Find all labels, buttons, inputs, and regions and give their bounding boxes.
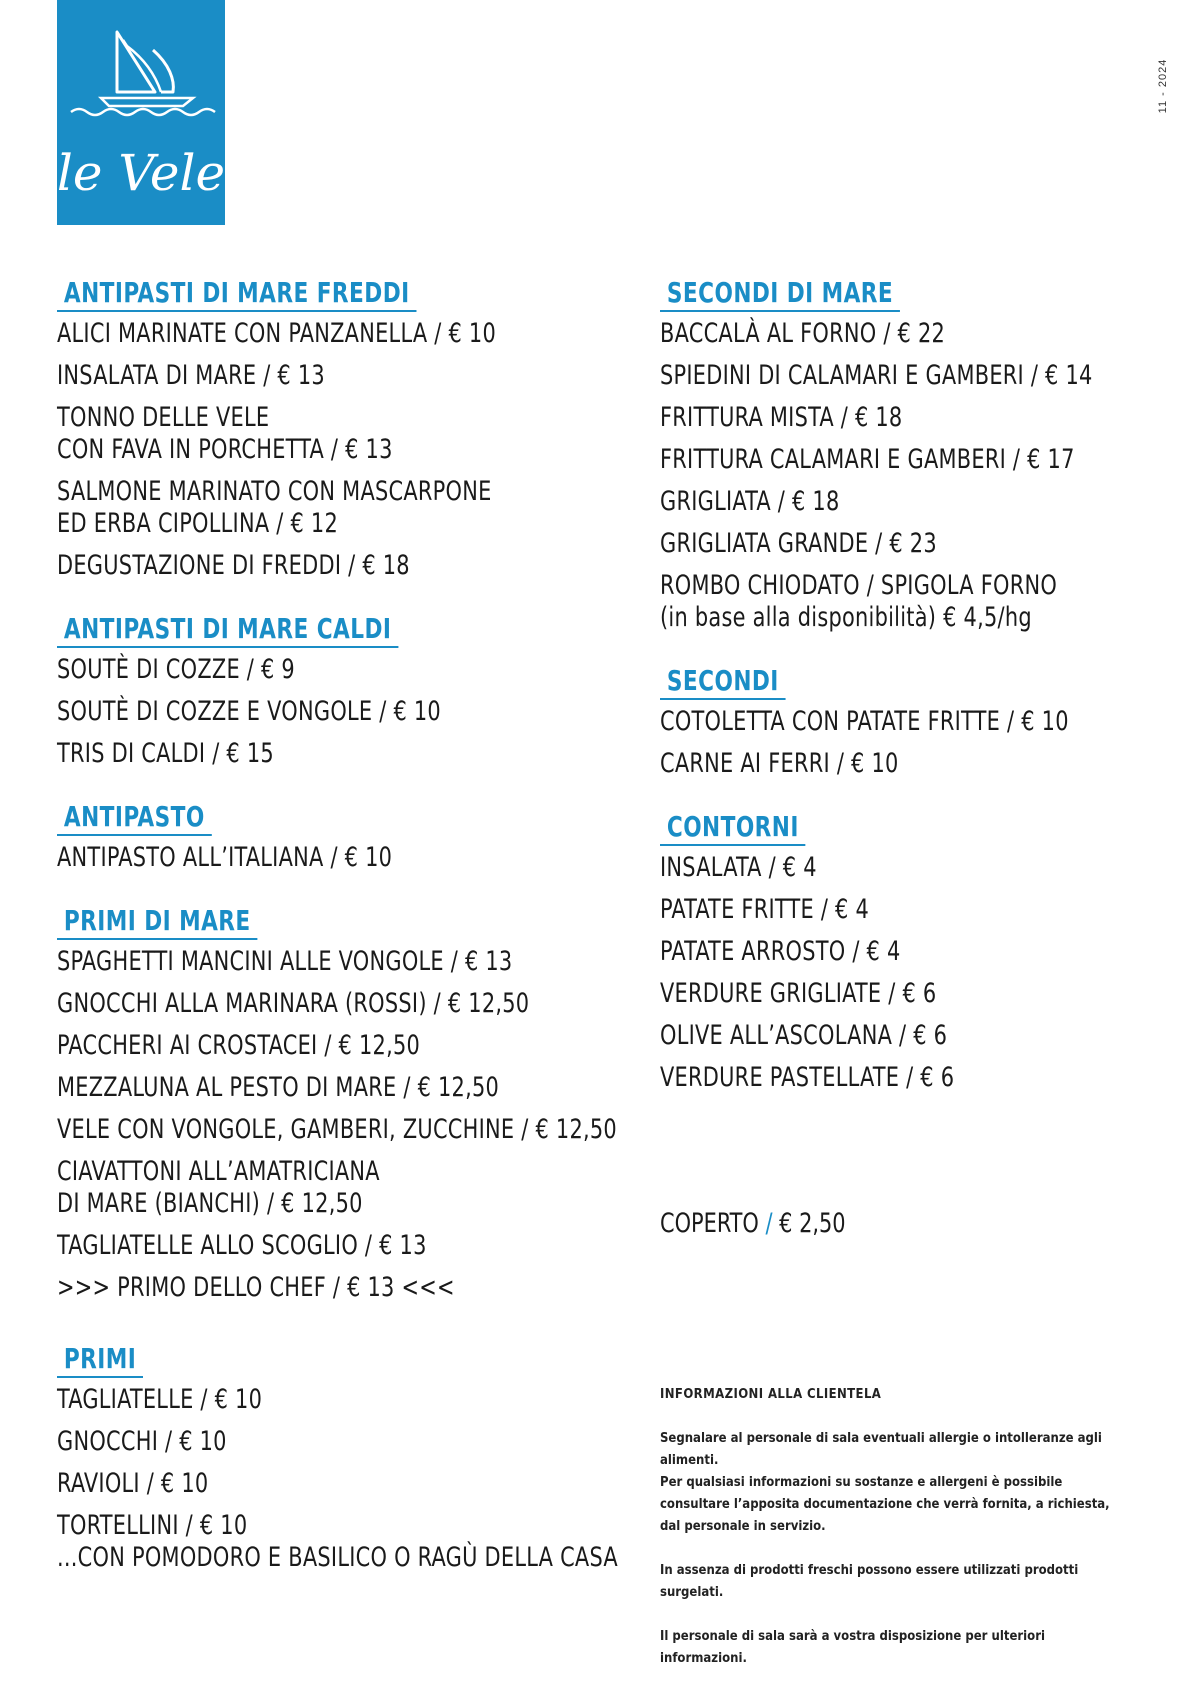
- menu-item: VERDURE GRIGLIATE / € 6: [660, 978, 937, 1009]
- section-heading: PRIMI: [57, 1342, 143, 1378]
- menu-item: TRIS DI CALDI / € 15: [57, 738, 274, 769]
- menu-item: INSALATA DI MARE / € 13: [57, 360, 325, 391]
- menu-item: PATATE FRITTE / € 4: [660, 894, 870, 925]
- menu-item: GNOCCHI ALLA MARINARA (ROSSI) / € 12,50: [57, 988, 530, 1019]
- menu-item: DEGUSTAZIONE DI FREDDI / € 18: [57, 550, 410, 581]
- sailboat-logo-icon: [57, 0, 225, 225]
- right-column: [660, 276, 1180, 1124]
- menu-item: VERDURE PASTELLATE / € 6: [660, 1062, 955, 1093]
- menu-item: FRITTURA MISTA / € 18: [660, 402, 903, 433]
- menu-item: ALICI MARINATE CON PANZANELLA / € 10: [57, 318, 497, 349]
- menu-item: TONNO DELLE VELE CON FAVA IN PORCHETTA / € 13: [57, 402, 393, 465]
- menu-item: CARNE AI FERRI / € 10: [660, 748, 899, 779]
- logo: [57, 0, 225, 225]
- section-heading: CONTORNI: [660, 810, 806, 846]
- menu-item: SALMONE MARINATO CON MASCARPONE ED ERBA CIPOLLINA / € 12: [57, 476, 492, 539]
- menu-item: BACCALÀ AL FORNO / € 22: [660, 318, 946, 349]
- menu-item: TORTELLINI / € 10 ...CON POMODORO E BASILICO O RAGÙ DELLA CASA: [57, 1510, 618, 1573]
- coperto-price: € 2,50: [779, 1208, 846, 1239]
- menu-item: MEZZALUNA AL PESTO DI MARE / € 12,50: [57, 1072, 500, 1103]
- section-primi: [57, 1342, 617, 1574]
- info-allergies: Segnalare al personale di sala eventuali allergie o intolleranze agli alimenti.: [660, 1431, 1102, 1468]
- section-heading: SECONDI DI MARE: [660, 276, 900, 312]
- menu-item: TAGLIATELLE / € 10: [57, 1384, 263, 1415]
- coperto-separator: /: [765, 1208, 773, 1239]
- menu-item: SPAGHETTI MANCINI ALLE VONGOLE / € 13: [57, 946, 513, 977]
- menu-item: GNOCCHI / € 10: [57, 1426, 227, 1457]
- menu-item: OLIVE ALL’ASCOLANA / € 6: [660, 1020, 948, 1051]
- menu-item: PACCHERI AI CROSTACEI / € 12,50: [57, 1030, 421, 1061]
- coperto-line: [660, 1208, 846, 1240]
- menu-item: ROMBO CHIODATO / SPIGOLA FORNO (in base alla disponibilità) € 4,5/hg: [660, 570, 1058, 633]
- section-secondi-di-mare: [660, 276, 1180, 634]
- menu-item: TAGLIATELLE ALLO SCOGLIO / € 13: [57, 1230, 427, 1261]
- section-heading: SECONDI: [660, 664, 786, 700]
- section-heading: PRIMI DI MARE: [57, 904, 258, 940]
- section-primi-di-mare: [57, 904, 617, 1304]
- section-contorni: [660, 810, 1180, 1094]
- menu-item: >>> PRIMO DELLO CHEF / € 13 <<<: [57, 1272, 455, 1303]
- info-staff-available: Il personale di sala sarà a vostra disposizione per ulteriori informazioni.: [660, 1629, 1045, 1666]
- info-title: INFORMAZIONI ALLA CLIENTELA: [660, 1387, 882, 1402]
- menu-item: VELE CON VONGOLE, GAMBERI, ZUCCHINE / € 12,50: [57, 1114, 617, 1145]
- menu-item: RAVIOLI / € 10: [57, 1468, 209, 1499]
- menu-item: PATATE ARROSTO / € 4: [660, 936, 901, 967]
- menu-item: GRIGLIATA / € 18: [660, 486, 840, 517]
- menu-item: INSALATA / € 4: [660, 852, 817, 883]
- version-code: 11 - 2024: [1157, 58, 1169, 114]
- menu-item: COTOLETTA CON PATATE FRITTE / € 10: [660, 706, 1069, 737]
- section-antipasti-di-mare-freddi: [57, 276, 617, 582]
- customer-information: [660, 1384, 1130, 1692]
- coperto-label: COPERTO: [660, 1208, 759, 1239]
- menu-item: FRITTURA CALAMARI E GAMBERI / € 17: [660, 444, 1075, 475]
- menu-item: SPIEDINI DI CALAMARI E GAMBERI / € 14: [660, 360, 1093, 391]
- menu-item: ANTIPASTO ALL’ITALIANA / € 10: [57, 842, 393, 873]
- menu-item: GRIGLIATA GRANDE / € 23: [660, 528, 937, 559]
- left-column: [57, 276, 617, 1604]
- section-heading: ANTIPASTO: [57, 800, 212, 836]
- section-antipasto: [57, 800, 617, 874]
- section-antipasti-di-mare-caldi: [57, 612, 617, 770]
- menu-item: CIAVATTONI ALL’AMATRICIANA DI MARE (BIANCHI) / € 12,50: [57, 1156, 380, 1219]
- section-secondi: [660, 664, 1180, 780]
- menu-item: SOUTÈ DI COZZE E VONGOLE / € 10: [57, 696, 441, 727]
- info-allergens-docs: Per qualsiasi informazioni su sostanze e allergeni è possibile consultare l’apposita documentazione che verrà fornita, a richiesta, dal personale in servizio.: [660, 1475, 1110, 1534]
- info-frozen-products: In assenza di prodotti freschi possono essere utilizzati prodotti surgelati.: [660, 1563, 1079, 1600]
- menu-item: SOUTÈ DI COZZE / € 9: [57, 654, 295, 685]
- logo-text: le Vele: [57, 144, 225, 202]
- section-heading: ANTIPASTI DI MARE FREDDI: [57, 276, 416, 312]
- section-heading: ANTIPASTI DI MARE CALDI: [57, 612, 398, 648]
